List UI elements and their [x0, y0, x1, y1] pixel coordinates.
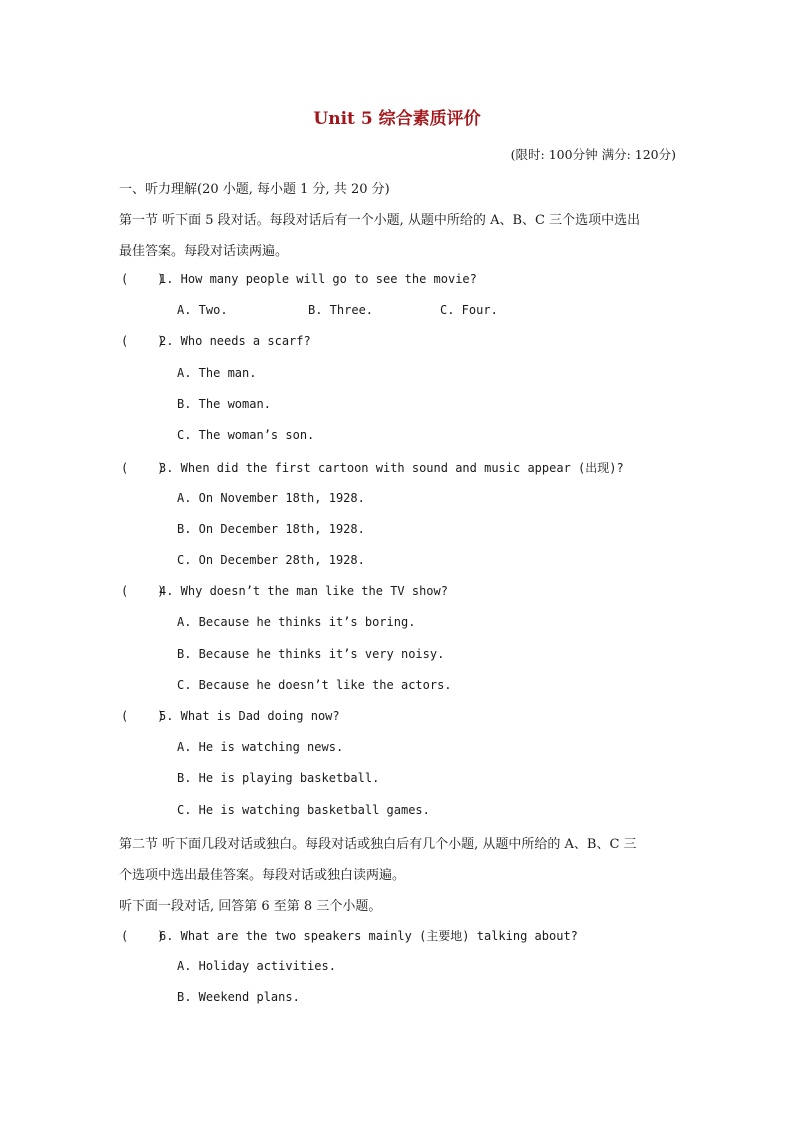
option-a: A. On November 18th, 1928. [177, 491, 365, 505]
option-a: A. Holiday activities. [177, 959, 336, 973]
answer-blank[interactable]: ( ) [121, 334, 165, 348]
option-a: A. The man. [177, 366, 257, 380]
question-2 [121, 334, 311, 348]
option-c: C. Four. [440, 303, 498, 317]
question-text: 6. What are the two speakers mainly (主要地) talking about? [159, 929, 578, 943]
answer-blank[interactable]: ( ) [121, 461, 165, 475]
answer-blank[interactable]: ( ) [121, 709, 165, 723]
part1-intro-line2: 最佳答案。每段对话读两遍。 [119, 244, 289, 259]
question-1 [121, 272, 477, 286]
question-text: 3. When did the first cartoon with sound and music appear (出现)? [159, 461, 624, 475]
answer-blank[interactable]: ( ) [121, 929, 165, 943]
option-a: A. He is watching news. [177, 740, 344, 754]
option-c: C. He is watching basketball games. [177, 803, 430, 817]
option-c: C. On December 28th, 1928. [177, 553, 365, 567]
option-c: C. The woman’s son. [177, 428, 315, 442]
page-title: Unit 5 综合素质评价 [313, 109, 481, 129]
option-b: B. The woman. [177, 397, 271, 411]
section-heading: 一、听力理解(20 小题, 每小题 1 分, 共 20 分) [119, 182, 390, 197]
part1-intro-line1: 第一节 听下面 5 段对话。每段对话后有一个小题, 从题中所给的 A、B、C 三个选项中选出 [119, 213, 641, 228]
option-b: B. On December 18th, 1928. [177, 522, 365, 536]
option-a: A. Because he thinks it’s boring. [177, 615, 416, 629]
part2-intro-line1: 第二节 听下面几段对话或独白。每段对话或独白后有几个小题, 从题中所给的 A、B、C 三 [119, 837, 637, 852]
question-3 [121, 459, 624, 476]
answer-blank[interactable]: ( ) [121, 272, 165, 286]
option-b: B. Because he thinks it’s very noisy. [177, 647, 445, 661]
option-b: B. Three. [308, 303, 374, 317]
question-text: 4. Why doesn’t the man like the TV show? [159, 584, 448, 598]
question-text: 1. How many people will go to see the movie? [159, 272, 477, 286]
option-a: A. Two. [177, 303, 228, 317]
question-4 [121, 584, 448, 598]
option-b: B. Weekend plans. [177, 990, 300, 1004]
part2-intro-line2: 个选项中选出最佳答案。每段对话或独白读两遍。 [119, 868, 406, 883]
option-b: B. He is playing basketball. [177, 771, 380, 785]
time-limit: (限时: 100分钟 满分: 120分) [510, 147, 676, 162]
question-text: 5. What is Dad doing now? [159, 709, 340, 723]
part2-sub-instruction: 听下面一段对话, 回答第 6 至第 8 三个小题。 [119, 899, 382, 914]
answer-blank[interactable]: ( ) [121, 584, 165, 598]
question-6 [121, 927, 578, 944]
option-c: C. Because he doesn’t like the actors. [177, 678, 452, 692]
question-5 [121, 709, 340, 723]
question-text: 2. Who needs a scarf? [159, 334, 311, 348]
